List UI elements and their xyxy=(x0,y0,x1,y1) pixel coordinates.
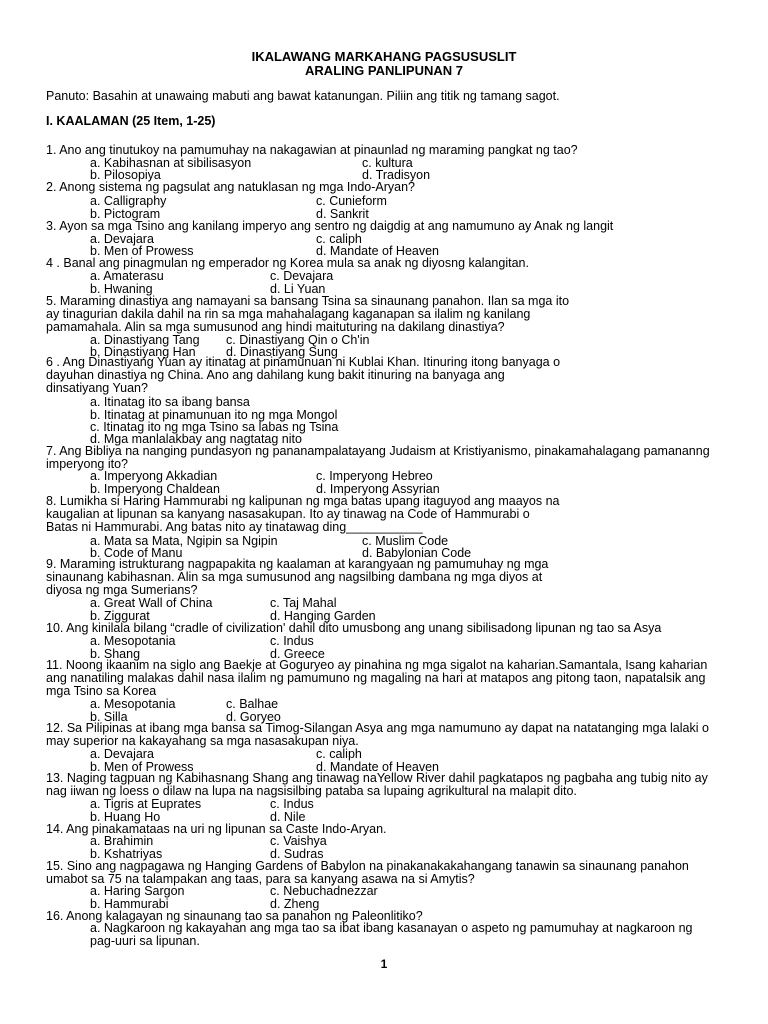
answer-option: a. Great Wall of China xyxy=(90,596,213,610)
answer-option: a. Calligraphy xyxy=(90,194,167,208)
answer-option: b. Shang xyxy=(90,647,141,661)
answer-option: b. Imperyong Chaldean xyxy=(90,482,220,496)
answer-option: c. Muslim Code xyxy=(362,534,449,548)
answer-option: a. Itinatag ito sa ibang bansa xyxy=(90,395,250,409)
question-text: 6 . Ang Dinastiyang Yuan ay itinatag at pinamunuan ni Kublai Khan. Itinuring itong banyaga o xyxy=(46,355,561,369)
answer-option: pag-uuri sa lipunan. xyxy=(90,934,200,948)
answer-option: a. Mesopotania xyxy=(90,634,176,648)
answer-option: d. Imperyong Assyrian xyxy=(316,482,440,496)
question-text: 8. Lumikha si Haring Hammurabi ng kalipunan ng mga batas upang itaguyod ang maayos na xyxy=(46,494,560,508)
answer-option: a. Mesopotania xyxy=(90,697,176,711)
answer-option: d. Hanging Garden xyxy=(270,609,376,623)
question-text: 7. Ang Bibliya na nanging pundasyon ng pananampalatayang Judaism at Kristiyanismo, pinakamahalagang pamananng xyxy=(46,444,710,458)
answer-option: d. Zheng xyxy=(270,897,320,911)
answer-option: c. Nebuchadnezzar xyxy=(270,884,378,898)
page-number: 1 xyxy=(380,957,388,971)
question-text: 1. Ano ang tinutukoy na pamumuhay na nakagawian at pinaunlad ng maraming pangkat ng tao? xyxy=(46,143,578,157)
answer-option: d. Mandate of Heaven xyxy=(316,244,439,258)
question-text: ang nanatiling malakas dahil nasa ilalim ng pamumuno ng magaling na hari at matapos ang pitong taon, napatalsik ang xyxy=(46,671,706,685)
answer-option: d. Tradisyon xyxy=(362,168,431,182)
question-text: imperyong ito? xyxy=(46,457,128,471)
answer-option: a. Devajara xyxy=(90,747,154,761)
exam-header xyxy=(0,50,768,78)
question-text: 14. Ang pinakamataas na uri ng lipunan sa Caste Indo-Aryan. xyxy=(46,822,387,836)
question-text: 10. Ang kinilala bilang “cradle of civilization' dahil dito umusbong ang unang sibilisadong lipunan ng tao sa Asya xyxy=(46,621,662,635)
answer-option: a. Kabihasnan at sibilisasyon xyxy=(90,156,252,170)
answer-option: d. Sankrit xyxy=(316,207,369,221)
answer-option: b. Code of Manu xyxy=(90,546,183,560)
question-text: 11. Noong ikaanim na siglo ang Baekje at Goguryeo ay pinahina ng mga sigalot na kaharian.Samantala, Isang kaharian xyxy=(46,658,708,672)
question-text: nag iiwan ng loess o dilaw na lupa na nagsisilbing pataba sa lupaing agrikultural na malapit dito. xyxy=(46,784,577,798)
answer-option: b. Hammurabi xyxy=(90,897,169,911)
answer-option: b. Ziggurat xyxy=(90,609,150,623)
answer-option: c. kultura xyxy=(362,156,413,170)
answer-option: b. Dinastiyang Han xyxy=(90,345,196,359)
question-text: 15. Sino ang nagpagawa ng Hanging Gardens of Babylon na pinakanakakahangang tanawin sa sinaunang panahon xyxy=(46,859,689,873)
answer-option: c. Devajara xyxy=(270,269,334,283)
answer-option: d. Li Yuan xyxy=(270,282,326,296)
answer-option: c. Itinatag ito ng mga Tsino sa labas ng Tsina xyxy=(90,420,339,434)
answer-option: c. Indus xyxy=(270,797,314,811)
question-text: 13. Naging tagpuan ng Kabihasnang Shang ang tinawag naYellow River dahil pagkatapos ng pagbaha ang tubig nito ay xyxy=(46,771,708,785)
question-text: mga Tsino sa Korea xyxy=(46,684,157,698)
section-heading: I. KAALAMAN (25 Item, 1-25) xyxy=(46,114,216,128)
instructions: Panuto: Basahin at unawaing mabuti ang bawat katanungan. Piliin ang titik ng tamang sagot. xyxy=(46,89,560,103)
answer-option: a. Imperyong Akkadian xyxy=(90,469,218,483)
answer-option: b. Men of Prowess xyxy=(90,244,194,258)
answer-option: a. Haring Sargon xyxy=(90,884,185,898)
exam-subtitle: ARALING PANLIPUNAN 7 xyxy=(305,63,463,78)
answer-option: b. Kshatriyas xyxy=(90,847,163,861)
question-text: umabot sa 75 na talampakan ang taas, para sa kanyang asawa na si Amytis? xyxy=(46,872,475,886)
question-text: 4 . Banal ang pinagmulan ng emperador ng Korea mula sa anak ng diyosng kalangitan. xyxy=(46,256,529,270)
question-text: pamamahala. Alin sa mga sumusunod ang hindi maituturing na dakilang dinastiya? xyxy=(46,320,505,334)
answer-option: b. Hwaning xyxy=(90,282,153,296)
question-text: ay tinagurian dakila dahil na rin sa mga mahahalagang kaganapan sa ilalim ng kanilang xyxy=(46,307,531,321)
question-text: sinaunang kabihasnan. Alin sa mga sumusunod ang nagsilbing dambana ng mga diyos at xyxy=(46,570,543,584)
answer-option: a. Brahimin xyxy=(90,834,154,848)
answer-option: b. Men of Prowess xyxy=(90,760,194,774)
answer-option: a. Amaterasu xyxy=(90,269,164,283)
question-text: dinsatiyang Yuan? xyxy=(46,381,148,395)
answer-option: c. Cunieform xyxy=(316,194,387,208)
question-text: 12. Sa Pilipinas at ibang mga bansa sa Timog-Silangan Asya ang mga namumuno ay dapat na natatanging mga lalaki o xyxy=(46,721,709,735)
answer-option: c. Imperyong Hebreo xyxy=(316,469,433,483)
answer-option: a. Mata sa Mata, Ngipin sa Ngipin xyxy=(90,534,278,548)
answer-option: d. Greece xyxy=(270,647,325,661)
answer-option: d. Mga manlalakbay ang nagtatag nito xyxy=(90,432,302,446)
answer-option: b. Huang Ho xyxy=(90,810,161,824)
answer-option: c. caliph xyxy=(316,232,362,246)
answer-option: b. Pilosopiya xyxy=(90,168,161,182)
question-text: may superior na kakayahang sa mga nasasakupan niya. xyxy=(46,734,359,748)
answer-option: d. Mandate of Heaven xyxy=(316,760,439,774)
answer-option: d. Nile xyxy=(270,810,306,824)
answer-option: c. Vaishya xyxy=(270,834,327,848)
answer-option: c. Dinastiyang Qin o Ch'in xyxy=(226,333,370,347)
question-text: dayuhan dinastiya ng China. Ano ang dahilang kung bakit itinuring na banyaga ang xyxy=(46,368,505,382)
answer-option: c. caliph xyxy=(316,747,362,761)
answer-option: a. Tigris at Euprates xyxy=(90,797,202,811)
answer-option: a. Nagkaroon ng kakayahan ang mga tao sa ibat ibang kasanayan o aspeto ng pamumuhay at nagkaroon ng xyxy=(90,921,693,935)
question-text: 2. Anong sistema ng pagsulat ang natuklasan ng mga Indo-Aryan? xyxy=(46,180,416,194)
answer-option: d. Sudras xyxy=(270,847,324,861)
question-text: diyosa ng mga Sumerians? xyxy=(46,583,198,597)
question-text: Batas ni Hammurabi. Ang batas nito ay tinatawag ding___________ xyxy=(46,520,423,534)
question-text: kaugalian at lipunan sa kanyang nasasakupan. Ito ay tinawag na Code of Hammurabi o xyxy=(46,507,530,521)
answer-option: c. Taj Mahal xyxy=(270,596,337,610)
answer-option: d. Dinastiyang Sung xyxy=(226,345,338,359)
answer-option: a. Devajara xyxy=(90,232,154,246)
answer-option: d. Goryeo xyxy=(226,710,281,724)
question-text: 3. Ayon sa mga Tsino ang kanilang imperyo ang sentro ng daigdig at ang namumuno ay Anak ng langit xyxy=(46,219,614,233)
question-text: 9. Maraming istrukturang nagpapakita ng kaalaman at karangyaan ng pamumuhay ng mga xyxy=(46,557,549,571)
question-text: 16. Anong kalagayan ng sinaunang tao sa panahon ng Paleonlitiko? xyxy=(46,909,423,923)
answer-option: d. Babylonian Code xyxy=(362,546,472,560)
exam-title: IKALAWANG MARKAHANG PAGSUSUSLIT xyxy=(251,49,517,64)
answer-option: b. Pictogram xyxy=(90,207,161,221)
answer-option: b. Silla xyxy=(90,710,128,724)
question-text: 5. Maraming dinastiya ang namayani sa bansang Tsina sa sinaunang panahon. Ilan sa mga ito xyxy=(46,294,570,308)
answer-option: b. Itinatag at pinamunuan ito ng mga Mongol xyxy=(90,408,338,422)
answer-option: c. Indus xyxy=(270,634,314,648)
answer-option: c. Balhae xyxy=(226,697,279,711)
answer-option: a. Dinastiyang Tang xyxy=(90,333,200,347)
